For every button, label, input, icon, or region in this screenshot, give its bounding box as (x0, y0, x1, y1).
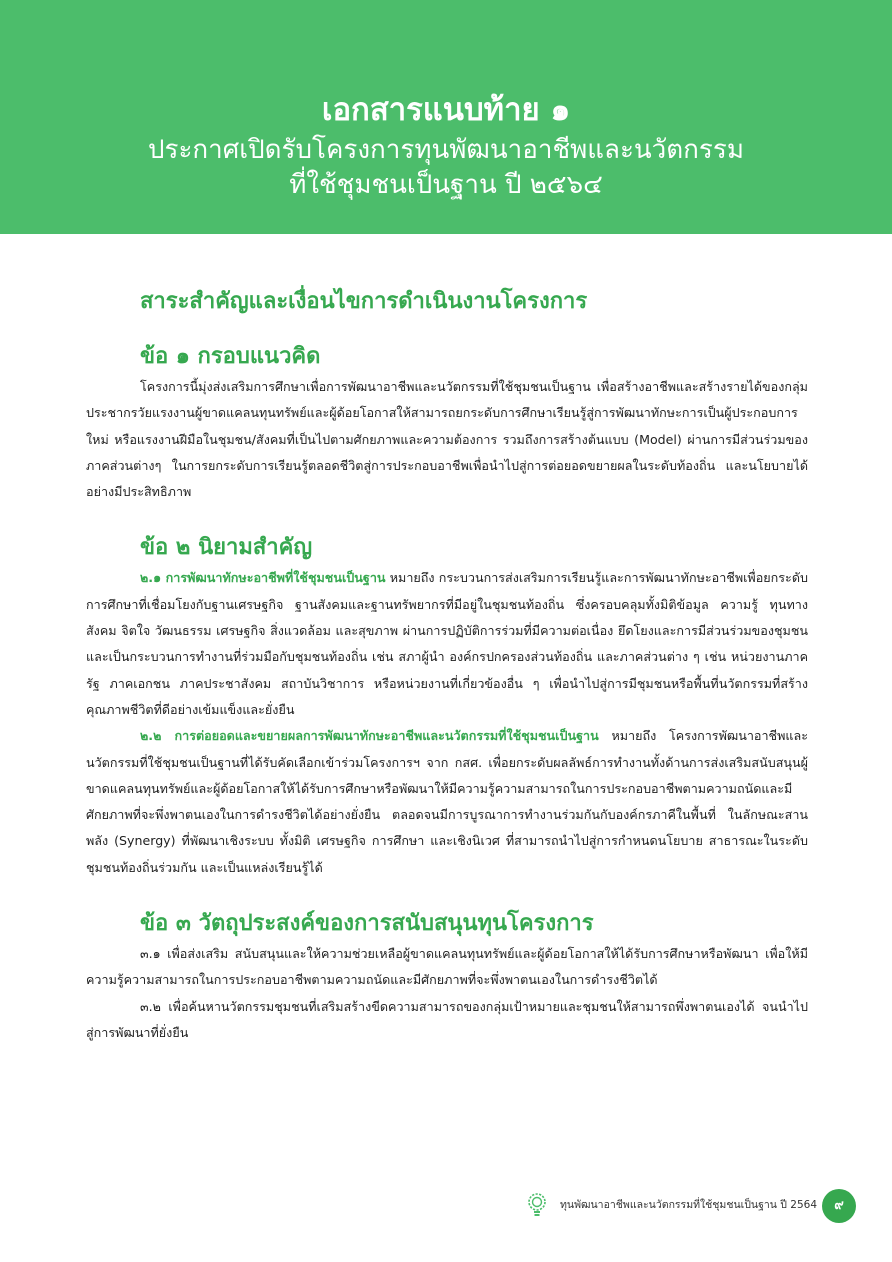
lightbulb-gear-icon (526, 1192, 548, 1218)
page-footer (0, 1180, 892, 1230)
footer-text: ทุนพัฒนาอาชีพและนวัตกรรมที่ใช้ชุมชนเป็นฐาน ปี 2564 (560, 1199, 818, 1211)
section-2-heading: ข้อ ๒ นิยามสำคัญ (140, 535, 313, 561)
header-banner (0, 0, 892, 234)
section-1-paragraph: โครงการนี้มุ่งส่งเสริมการศึกษาเพื่อการพัฒนาอาชีพและนวัตกรรมที่ใช้ชุมชนเป็นฐาน เพื่อสร้างอาชีพและสร้างรายได้ของกลุ่มประชากรวัยแรงงานผู้ขาดแคลนทุนทรัพย์และผู้ด้อยโอกาสให้สามารถยกระดับการศึกษาเรียนรู้สู่การพัฒนาทักษะการเป็นผู้ประกอบการใหม่ หรือแรงงานฝีมือในชุมชน/สังคมที่เป็นไปตามศักยภาพและความต้องการ รวมถึงการสร้างต้นแบบ (Model) ผ่านการมีส่วนร่วมของภาคส่วนต่างๆ ในการยกระดับการเรียนรู้ตลอดชีวิตสู่การประกอบอาชีพเพื่อนำไปสู่การต่อยอดขยายผลในระดับท้องถิ่น และนโยบายได้อย่างมีประสิทธิภาพ (86, 379, 808, 500)
definition-2-2-term: ๒.๒ การต่อยอดและขยายผลการพัฒนาทักษะอาชีพและนวัตกรรมที่ใช้ชุมชนเป็นฐาน (140, 728, 599, 744)
definition-2-2-text: หมายถึง โครงการพัฒนาอาชีพและนวัตกรรมที่ใช้ชุมชนเป็นฐานที่ได้รับคัดเลือกเข้าร่วมโครงการฯ จาก กสศ. เพื่อยกระดับผลลัพธ์การทำงานทั้งด้านการส่งเสริมสนับสนุนผู้ขาดแคลนทุนทรัพย์และผู้ด้อยโอกาสให้ได้รับการศึกษาหรือพัฒนาให้มีความรู้ความสามารถในการประกอบอาชีพตามความถนัดและมีศักยภาพที่จะพึ่งพาตนเองในการดำรงชีวิตได้อย่างยั่งยืน ตลอดจนมีการบูรณาการทำงานร่วมกันกับองค์กรภาคีในพื้นที่ ในลักษณะสานพลัง (Synergy) ที่พัฒนาเชิงระบบ ทั้งมิติ เศรษฐกิจ การศึกษา และเชิงนิเวศ ที่สามารถนำไปสู่การกำหนดนโยบาย สาธารณะในระดับชุมชนท้องถิ่นร่วมกัน และเป็นแหล่งเรียนรู้ได้ (86, 728, 809, 875)
objective-3-2: ๓.๒ เพื่อค้นหานวัตกรรมชุมชนที่เสริมสร้างขีดความสามารถของกลุ่มเป้าหมายและชุมชนให้สามารถพึ่งพาตนเองได้ จนนำไปสู่การพัฒนาที่ยั่งยืน (86, 998, 808, 1040)
definition-2-1 (86, 565, 808, 723)
definition-2-2 (86, 723, 808, 881)
section-1-heading: ข้อ ๑ กรอบแนวคิด (140, 344, 321, 369)
page-number: ๙ (822, 1189, 856, 1223)
document-body (86, 282, 808, 1046)
definition-2-1-text: หมายถึง กระบวนการส่งเสริมการเรียนรู้และการพัฒนาทักษะอาชีพเพื่อยกระดับการศึกษาที่เชื่อมโยงกับฐานเศรษฐกิจ ฐานสังคมและฐานทรัพยากรที่มีอยู่ในชุมชนท้องถิ่น ซึ่งครอบคลุมทั้งมิติข้อมูล ความรู้ ทุนทางสังคม จิตใจ วัฒนธรรม เศรษฐกิจ สิ่งแวดล้อม และสุขภาพ ผ่านการปฏิบัติการร่วมที่มีความต่อเนื่อง ยึดโยงและการมีส่วนร่วมของชุมชน และเป็นกระบวนการทำงานที่ร่วมมือกับชุมชนท้องถิ่น เช่น สภาผู้นำ องค์กรปกครองส่วนท้องถิ่น และภาคส่วนต่าง ๆ เช่น หน่วยงานภาครัฐ ภาคเอกชน ภาคประชาสังคม สถาบันวิชาการ หรือหน่วยงานที่เกี่ยวข้องอื่น ๆ เพื่อนำไปสู่การมีชุมชนหรือพื้นที่นวัตกรรมที่สร้างคุณภาพชีวิตที่ดีอย่างเข้มแข็งและยั่งยืน (86, 570, 808, 717)
banner-title: เอกสารแนบท้าย ๑ (321, 92, 571, 128)
banner-subtitle-2: ที่ใช้ชุมชนเป็นฐาน ปี ๒๕๖๔ (289, 170, 603, 200)
objective-3-1: ๓.๑ เพื่อส่งเสริม สนับสนุนและให้ความช่วยเหลือผู้ขาดแคลนทุนทรัพย์และผู้ด้อยโอกาสให้ได้รับการศึกษาหรือพัฒนา เพื่อให้มีความรู้ความสามารถในการประกอบอาชีพตามความถนัดและมีศักยภาพที่จะพึ่งพาตนเองในการดำรงชีวิตได้ (86, 946, 808, 988)
definition-2-1-term: ๒.๑ การพัฒนาทักษะอาชีพที่ใช้ชุมชนเป็นฐาน (140, 570, 386, 586)
main-heading: สาระสำคัญและเงื่อนไขการดำเนินงานโครงการ (140, 289, 588, 314)
banner-subtitle-1: ประกาศเปิดรับโครงการทุนพัฒนาอาชีพและนวัตกรรม (148, 135, 744, 165)
section-3-heading: ข้อ ๓ วัตถุประสงค์ของการสนับสนุนทุนโครงการ (140, 911, 594, 937)
